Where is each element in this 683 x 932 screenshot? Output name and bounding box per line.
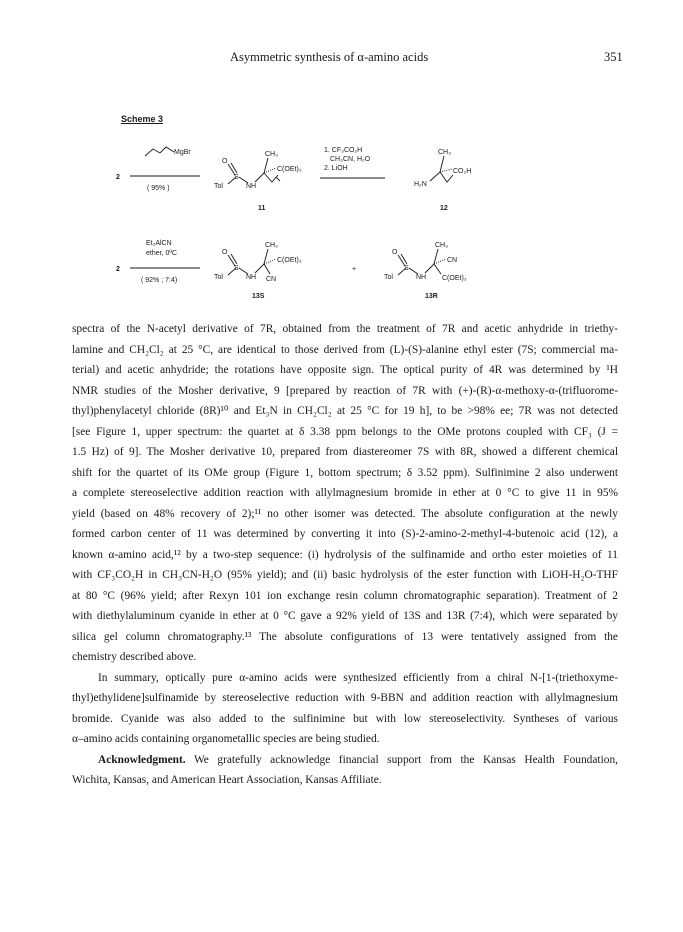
scheme-label: Scheme 3 — [121, 114, 164, 124]
condition-line-1: 1. CF₃CO₂H — [324, 147, 363, 154]
reaction-scheme — [100, 128, 580, 300]
c-ch3-bond-12 — [440, 156, 444, 172]
summary-line: In summary, optically pure α-amino acids were synthesized efficiently from a chiral N-[1-(triethoxyme- — [98, 671, 618, 684]
body-line: with CF₃CO₂H in CH₃CN-H₂O (95% yield); and (ii) basic hydrolysis of the ester function with LiOH-H₂O-THF — [72, 569, 618, 581]
summary-line: α–amino acids containing organometallic species are being studied. — [72, 733, 380, 745]
body-line: shift for the quartet of its OMe group (Figure 1, bottom spectrum; δ 3.52 ppm). Sulfinimine 2 also underwent — [72, 466, 618, 479]
plus-sign: + — [352, 266, 357, 273]
acknowledgment-line: Wichita, Kansas, and American Heart Association, Kansas Affiliate. — [72, 774, 382, 786]
yield-label-1: ( 95% ) — [147, 185, 170, 192]
atom-ch3-12: CH₃ — [438, 149, 451, 156]
body-line: lamine and CH₂Cl₂ at 25 °C, are identical to those derived from (L)-(S)-alanine ethyl ester (7S; commercial ma- — [72, 343, 618, 356]
c-ch3-bond-13s — [264, 249, 268, 264]
body-line: 1.5 Hz) of 9]. The Mosher derivative 10, prepared from diastereomer 7S with 8R, showed a different chemical — [72, 446, 618, 458]
c-oet-hashed-bond-13s — [264, 259, 276, 264]
n-c-bond — [255, 173, 264, 182]
atom-nh: NH — [246, 183, 257, 190]
body-line: with diethylaluminum cyanide in ether at 0 °C gave a 92% yield of 13S and 13R (7:4), which were separated by — [72, 610, 618, 622]
body-line: NMR studies of the Mosher derivative, 9 [prepared by reaction of 7R with (+)-(R)-α-methoxy-α-(trifluorome- — [72, 384, 618, 397]
acknowledgment-line — [72, 750, 618, 771]
c-co2h-hashed-bond — [440, 169, 452, 172]
body-line: [see Figure 1, upper spectrum: the quartet at δ 3.38 ppm belongs to the OMe protons coupled with CF₃ (J = — [72, 425, 618, 438]
condition-line-3: 2. LiOH — [324, 165, 348, 172]
body-line: chemistry described above. — [72, 651, 197, 663]
body-line: terial) and acetic anhydride; the rotations have opposite sign. The optical purity of 4R was determined by ¹H — [72, 364, 618, 376]
atom-ch3: CH₃ — [265, 151, 278, 158]
atom-o: O — [222, 158, 228, 165]
atom-cn-13s: CN — [266, 276, 277, 283]
n-c-bond-13r — [425, 264, 434, 273]
acknowledgment-heading: Acknowledgment. — [98, 753, 186, 766]
c-alkyl-hashed-bond — [264, 168, 276, 173]
body-text — [72, 319, 618, 791]
atom-nh-13s: NH — [246, 274, 257, 281]
atom-ch3-13s: CH₃ — [265, 242, 278, 249]
compound-2-label-row2: 2 — [116, 266, 120, 273]
body-line: a complete stereoselective addition reaction with allylmagnesium bromide in ether at 0 °C to give 11 in 95% — [72, 487, 618, 499]
compound-11-label: 11 — [258, 205, 266, 212]
atom-nh-13r: NH — [416, 274, 427, 281]
compound-12-label: 12 — [440, 205, 448, 212]
body-line: thyl)phenylacetyl chloride (8R)¹⁰ and Et₃N in CH₂Cl₂ at 25 °C for 19 h], to be >98% ee; 7R was not detected — [72, 405, 618, 417]
condition-line-2: CH₃CN, H₂O — [330, 156, 371, 163]
atom-c-oet3: C(OEt)₃ — [277, 166, 302, 173]
yield-ratio-label: ( 92% ; 7:4) — [141, 277, 178, 284]
body-line: spectra of the N-acetyl derivative of 7R, obtained from the treatment of 7R and acetic anhydride in triethy- — [72, 323, 618, 335]
atom-tol-13s: Tol — [214, 274, 223, 281]
allyl-bond-lines — [145, 147, 174, 156]
body-line: at 80 °C (96% yield; after Rexyn 101 ion exchange resin column chromatographic separation). Treatment of 2 — [72, 589, 618, 602]
condition-et2alcn: Et₂AlCN — [146, 240, 172, 247]
atom-s: S — [234, 174, 239, 181]
body-line: yield (based on 48% recovery of 2);¹¹ no other isomer was detected. The absolute configuration at the newly — [72, 507, 618, 520]
running-title: Asymmetric synthesis of α-amino acids — [230, 50, 429, 64]
atom-tol-13r: Tol — [384, 274, 393, 281]
c-allyl-bonds-12 — [440, 172, 453, 182]
atom-s-13s: S — [234, 265, 239, 272]
condition-ether: ether, 0ºC — [146, 250, 177, 257]
atom-o-13r: O — [392, 249, 398, 256]
atom-s-13r: S — [404, 265, 409, 272]
atom-ch3-13r: CH₃ — [435, 242, 448, 249]
c-cn-hashed-bond-13r — [434, 259, 446, 264]
summary-line: thyl)ethylidene]sulfinamide by stereoselective reduction with 9-BBN and addition reaction with allylmagnesium — [72, 692, 618, 704]
atom-h2n: H₂N — [414, 181, 427, 188]
body-line: silica gel column chromatography.¹³ The absolute configurations of 13 were tentatively assigned from the — [72, 630, 618, 643]
n-c-bond-13s — [255, 264, 264, 273]
atom-o-13s: O — [222, 249, 228, 256]
c-cn-bond-13s — [264, 264, 270, 274]
compound-2-label: 2 — [116, 174, 120, 181]
summary-line: bromide. Cyanide was also added to the sulfinimine but with low stereoselectivity. Syntheses of various — [72, 712, 618, 725]
mgbr-label: MgBr — [174, 149, 191, 156]
body-line: known α-amino acid,¹² by a two-step sequence: (i) hydrolysis of the sulfinamide and ortho ester moieties of 11 — [72, 548, 618, 561]
c-oet-bond-13r — [434, 264, 441, 274]
s-o-double-bond — [231, 163, 237, 173]
c-ch3-bond-13r — [434, 249, 438, 264]
allyl-double-bond — [276, 177, 280, 181]
acknowledgment-text: We gratefully acknowledge financial support from the Kansas Health Foundation, — [185, 753, 618, 766]
atom-cn-13r: CN — [447, 257, 458, 264]
page-number: 351 — [604, 50, 623, 64]
s-o-double-bond-13r — [401, 254, 407, 264]
atom-c-oet3-13r: C(OEt)₃ — [442, 275, 467, 282]
compound-13s-label: 13S — [252, 293, 265, 300]
compound-13r-label: 13R — [425, 293, 438, 300]
atom-c-oet3-13s: C(OEt)₃ — [277, 257, 302, 264]
atom-co2h: CO₂H — [453, 168, 472, 175]
c-ch3-bond — [264, 158, 268, 173]
body-line: formed carbon center of 11 was determined by converting it into (S)-2-amino-2-methyl-4-butenoic acid (12), a — [72, 528, 618, 540]
c-nh2-bond — [430, 172, 440, 181]
atom-tol: Tol — [214, 183, 223, 190]
s-o-double-bond-13s — [231, 254, 237, 264]
